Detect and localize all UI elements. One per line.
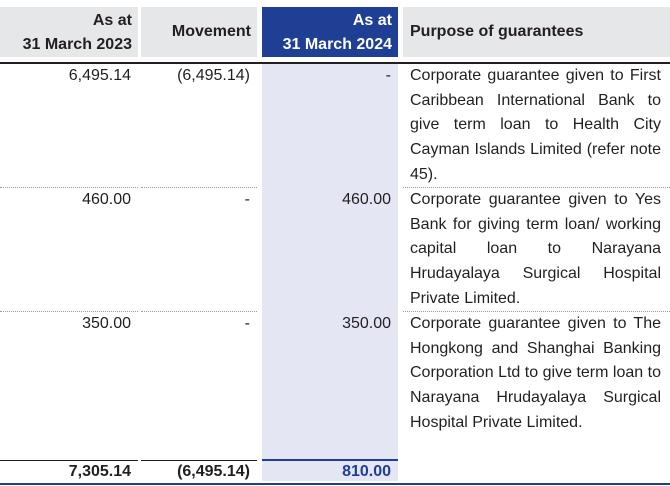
- header-purpose: [403, 7, 670, 57]
- cell-movement: -: [244, 315, 250, 332]
- total-as-at-2023: 7,305.14: [68, 463, 131, 480]
- cell-as-at-2023: 460.00: [82, 191, 131, 208]
- cell-as-at-2024: 350.00: [342, 315, 391, 332]
- table-bottom-rule: [0, 483, 670, 485]
- header-as-at-2024: [262, 7, 398, 57]
- cell-as-at-2024: -: [385, 67, 391, 84]
- header-as-at-2024-line1: As at: [352, 12, 392, 29]
- cell-movement: (6,495.14): [177, 67, 250, 84]
- header-as-at-2023: [0, 7, 138, 57]
- total-movement: (6,495.14): [177, 463, 250, 480]
- total-as-at-2024: 810.00: [342, 463, 391, 480]
- header-as-at-2023-line1: As at: [92, 12, 132, 29]
- cell-movement: -: [244, 191, 250, 208]
- cell-as-at-2024: 460.00: [342, 191, 391, 208]
- header-purpose-label: Purpose of guarantees: [410, 23, 584, 40]
- cell-as-at-2023: 6,495.14: [68, 67, 131, 84]
- cell-purpose: Corporate guarantee given to Yes Bank for giving term loan/ working capital loan to Narayana Hrudayalaya Surgical Hospital Private Limited.: [410, 191, 661, 307]
- header-movement: [141, 7, 257, 57]
- cell-purpose: Corporate guarantee given to First Caribbean International Bank to give term loan to Health City Cayman Islands Limited (refer note 45).: [410, 67, 661, 183]
- header-as-at-2023-line2: 31 March 2023: [22, 36, 132, 53]
- current-year-column-tint: [262, 64, 398, 481]
- cell-purpose: Corporate guarantee given to The Hongkong and Shanghai Banking Corporation Ltd to give term loan to Narayana Hrudayalaya Surgical Hospital Private Limited.: [410, 315, 661, 431]
- cell-as-at-2023: 350.00: [82, 315, 131, 332]
- header-as-at-2024-line2: 31 March 2024: [282, 36, 392, 53]
- header-movement-label: Movement: [171, 23, 251, 40]
